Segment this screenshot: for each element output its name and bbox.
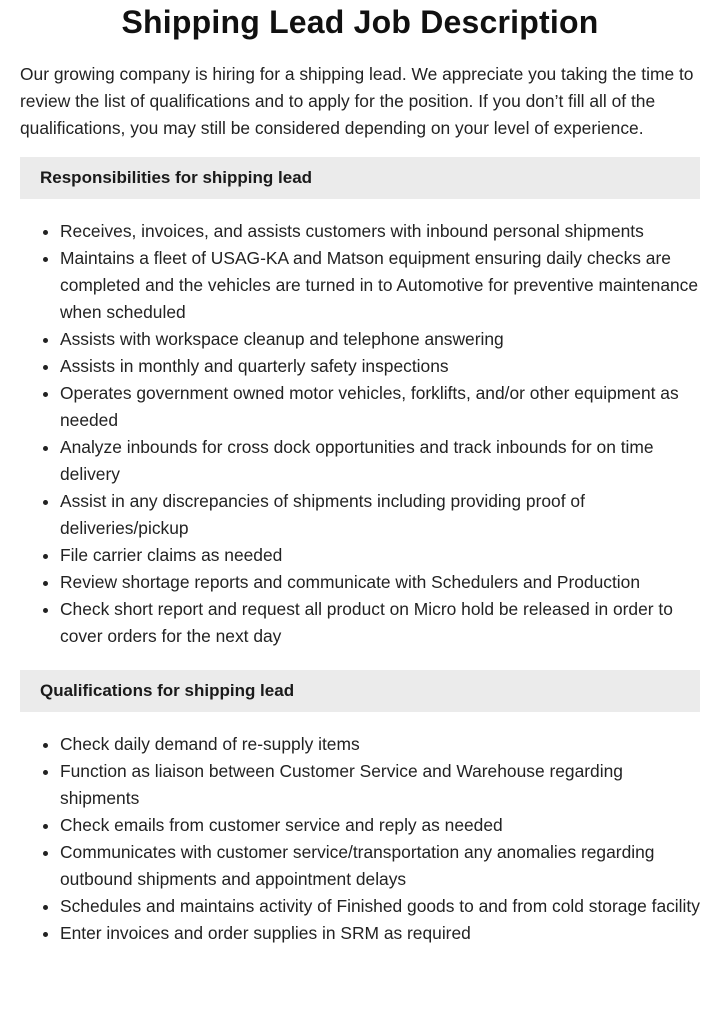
list-item: • Assist in any discrepancies of shipments including providing proof of deliveries/pickup: [60, 488, 700, 542]
list-item: • Operates government owned motor vehicles, forklifts, and/or other equipment as needed: [60, 380, 700, 434]
list-item: • Review shortage reports and communicate with Schedulers and Production: [60, 569, 700, 596]
list-item: • Enter invoices and order supplies in SRM as required: [60, 920, 700, 947]
list-item: • File carrier claims as needed: [60, 542, 700, 569]
qualifications-list: [20, 731, 700, 947]
list-item: • Schedules and maintains activity of Finished goods to and from cold storage facility: [60, 893, 700, 920]
list-item: • Analyze inbounds for cross dock opportunities and track inbounds for on time delivery: [60, 434, 700, 488]
responsibilities-heading: Responsibilities for shipping lead: [20, 157, 700, 199]
list-item: • Assists with workspace cleanup and telephone answering: [60, 326, 700, 353]
list-item: • Maintains a fleet of USAG-KA and Matson equipment ensuring daily checks are completed and the vehicles are turned in to Automotive for preventive maintenance when scheduled: [60, 245, 700, 326]
list-item: • Function as liaison between Customer Service and Warehouse regarding shipments: [60, 758, 700, 812]
list-item: • Check daily demand of re-supply items: [60, 731, 700, 758]
page-title: Shipping Lead Job Description: [121, 4, 599, 40]
list-item: • Check short report and request all product on Micro hold be released in order to cover orders for the next day: [60, 596, 700, 650]
qualifications-heading: Qualifications for shipping lead: [20, 670, 700, 712]
intro-paragraph: Our growing company is hiring for a shipping lead. We appreciate you taking the time to review the list of qualifications and to apply for the position. If you don’t fill all of the qualifications, you may still be considered depending on your level of experience.: [20, 64, 694, 138]
list-item: • Receives, invoices, and assists customers with inbound personal shipments: [60, 218, 700, 245]
list-item: • Communicates with customer service/transportation any anomalies regarding outbound shipments and appointment delays: [60, 839, 700, 893]
list-item: • Check emails from customer service and reply as needed: [60, 812, 700, 839]
list-item: • Assists in monthly and quarterly safety inspections: [60, 353, 700, 380]
responsibilities-list: [20, 218, 700, 650]
